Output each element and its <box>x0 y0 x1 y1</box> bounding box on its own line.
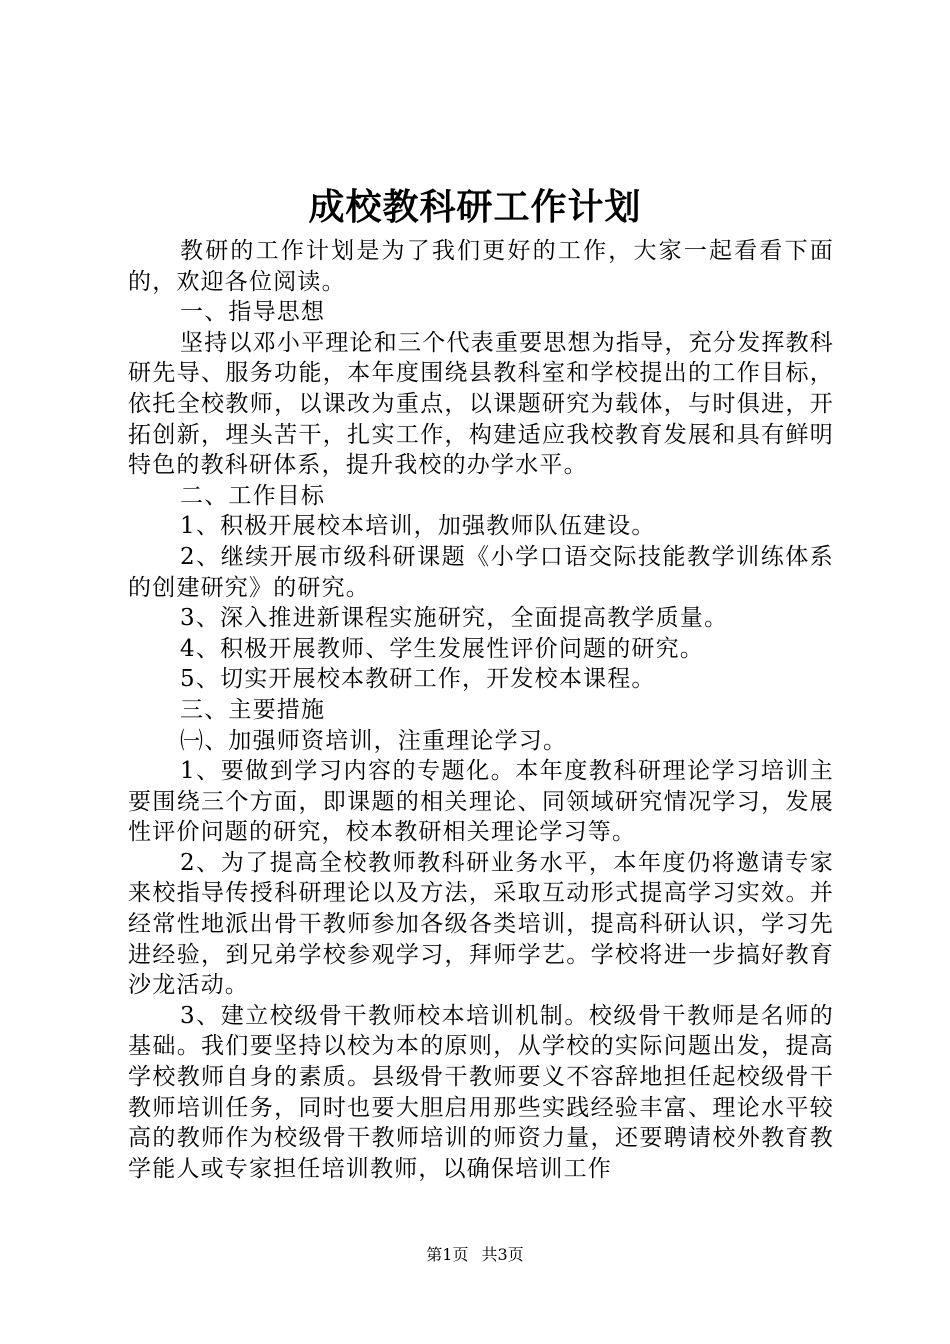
document-title: 成校教科研工作计划 <box>308 186 642 228</box>
page-footer <box>0 1244 950 1266</box>
section-heading-guiding-ideology: 一、指导思想 <box>180 299 326 326</box>
section-heading-main-measures: 三、主要措施 <box>180 696 326 723</box>
goal-item-5: 5、切实开展校本教研工作，开发校本课程。 <box>180 666 656 693</box>
measure-item-3: 3、建立校级骨干教师校本培训机制。校级骨干教师是名师的基础。我们要坚持以校为本的原则，从学校的实际问题出发，提高学校教师自身的素质。县级骨干教师要义不容辞地担任起校级骨干教师培训任务，同时也要大胆启用那些实践经验丰富、理论水平较高的教师作为校级骨干教师培训的师资力量，还要聘请校外教育教学能人或专家担任培训教师，以确保培训工作 <box>128 1002 834 1182</box>
subsection-heading-teacher-training: ㈠、加强师资培训，注重理论学习。 <box>180 727 568 754</box>
goal-item-2: 2、继续开展市级科研课题《小学口语交际技能教学训练体系的创建研究》的研究。 <box>128 543 834 601</box>
document-body <box>128 236 834 1184</box>
paragraph-guiding-ideology: 坚持以邓小平理论和三个代表重要思想为指导，充分发挥教科研先导、服务功能，本年度围绕县教科室和学校提出的工作目标，依托全校教师，以课改为重点，以课题研究为载体，与时俱进，开拓创新，埋头苦干，扎实工作，构建适应我校教育发展和具有鲜明特色的教科研体系，提升我校的办学水平。 <box>128 329 834 479</box>
goal-item-1: 1、积极开展校本培训，加强教师队伍建设。 <box>180 513 656 540</box>
page-number-current: 第1页 <box>426 1245 469 1264</box>
page-number-total: 共3页 <box>481 1245 524 1264</box>
measure-item-1: 1、要做到学习内容的专题化。本年度教科研理论学习培训主要围绕三个方面，即课题的相关理论、同领域研究情况学习，发展性评价问题的研究，校本教研相关理论学习等。 <box>128 758 834 846</box>
goal-item-3: 3、深入推进新课程实施研究，全面提高教学质量。 <box>180 605 729 632</box>
section-heading-work-goals: 二、工作目标 <box>180 482 326 509</box>
measure-item-2: 2、为了提高全校教师教科研业务水平，本年度仍将邀请专家来校指导传授科研理论以及方法，采取互动形式提高学习实效。并经常性地派出骨干教师参加各级各类培训，提高科研认识，学习先进经验，到兄弟学校参观学习，拜师学艺。学校将进一步搞好教育沙龙活动。 <box>128 849 834 999</box>
intro-paragraph: 教研的工作计划是为了我们更好的工作，大家一起看看下面的，欢迎各位阅读。 <box>128 238 834 295</box>
goal-item-4: 4、积极开展教师、学生发展性评价问题的研究。 <box>180 635 705 662</box>
